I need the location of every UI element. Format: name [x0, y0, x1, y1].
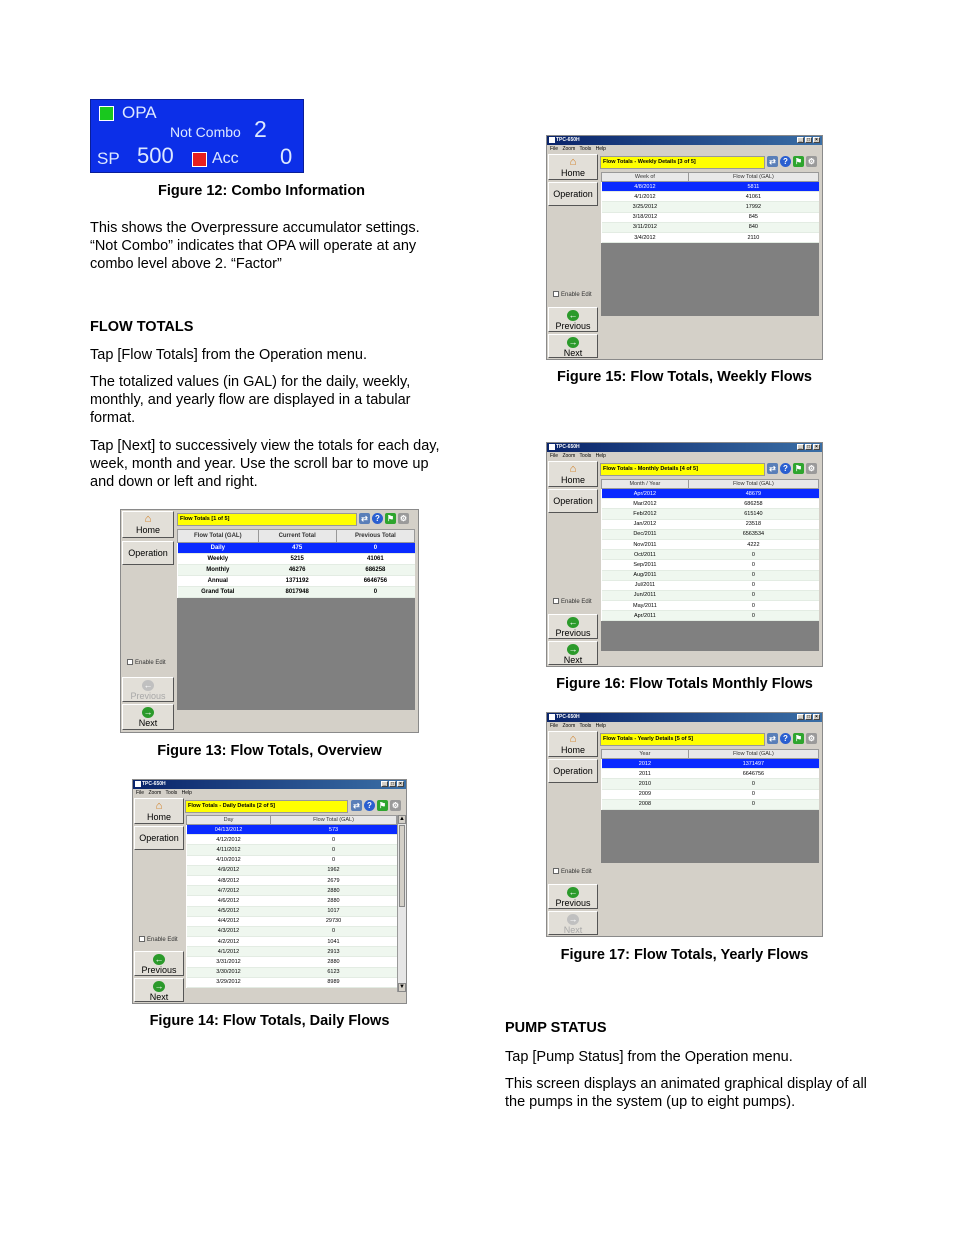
network-icon[interactable]: ⇄ [767, 733, 778, 744]
settings-icon[interactable]: ⚙ [399, 514, 408, 523]
flow-totals-next-text: Tap [Next] to successively view the totals for each day, week, month and year. Use the scroll bar to move up and down or left and right. [90, 438, 440, 490]
screen-title: Flow Totals - Weekly Details [3 of 5] [600, 156, 765, 169]
menu-help[interactable]: Help [595, 453, 606, 459]
col-header: Year [602, 750, 689, 759]
help-icon[interactable]: ? [364, 800, 375, 811]
close-button[interactable]: × [397, 781, 404, 787]
combo-description: This shows the Overpressure accumulator settings. “Not Combo” indicates that OPA will operate at any combo level above 2. “Factor” [90, 220, 420, 272]
figure-16-caption: Figure 16: Flow Totals Monthly Flows [556, 676, 813, 692]
home-icon: ⌂ [155, 800, 163, 812]
flow-totals-daily-screen [132, 779, 407, 1004]
scroll-down-arrow[interactable]: ▼ [399, 984, 405, 990]
menu-tools[interactable]: Tools [579, 723, 592, 729]
figure-15-caption: Figure 15: Flow Totals, Weekly Flows [557, 369, 812, 385]
screen-title: Flow Totals [1 of 5] [177, 513, 357, 526]
table-row[interactable]: 2008 0 [602, 799, 819, 809]
table-row[interactable]: 3/25/2012 17992 [602, 202, 819, 212]
table-row[interactable]: 3/18/2012 845 [602, 212, 819, 222]
table-row[interactable]: Daily 475 0 [178, 543, 415, 554]
table-row[interactable]: Dec/2011 6563534 [602, 529, 819, 539]
settings-icon[interactable]: ⚙ [807, 157, 816, 166]
table-row[interactable]: 3/4/2012 2110 [602, 232, 819, 242]
arrow-left-icon: ← [568, 310, 578, 320]
help-icon[interactable]: ? [372, 513, 383, 524]
previous-button[interactable]: ← Previous [122, 677, 174, 702]
previous-button[interactable]: ← Previous [548, 614, 598, 639]
table-row[interactable]: 4/1/2012 41061 [602, 192, 819, 202]
flag-icon[interactable]: ⚑ [386, 514, 395, 523]
home-icon: ⌂ [569, 463, 577, 475]
table-row[interactable]: Mar/2012 686258 [602, 499, 819, 509]
home-button[interactable]: ⌂ Home [134, 798, 184, 824]
menu-bar [547, 722, 822, 730]
yearly-table [601, 749, 819, 810]
menu-file[interactable]: File [136, 790, 145, 796]
menu-file[interactable]: File [550, 146, 559, 152]
home-button[interactable]: ⌂ Home [548, 461, 598, 487]
table-row[interactable]: Weekly 5215 41061 [178, 554, 415, 565]
daily-table [186, 815, 397, 988]
table-row[interactable]: 04/13/2012 573 [187, 825, 397, 835]
table-row[interactable]: 4/5/2012 1017 [187, 906, 397, 916]
table-row[interactable]: 4/4/2012 29730 [187, 916, 397, 926]
help-icon[interactable]: ? [780, 463, 791, 474]
arrow-left-icon: ← [154, 954, 164, 964]
table-row[interactable]: 4/2/2012 1041 [187, 937, 397, 947]
operation-button[interactable]: Operation [134, 826, 184, 850]
combo-value: 2 [254, 116, 267, 142]
menu-help[interactable]: Help [181, 790, 192, 796]
maximize-button[interactable]: □ [390, 781, 395, 787]
flow-totals-yearly-screen [546, 712, 823, 937]
next-button[interactable]: → Next [548, 641, 598, 665]
close-button[interactable]: × [813, 714, 820, 720]
previous-button[interactable]: ← Previous [548, 884, 598, 909]
flow-totals-overview-screen [120, 509, 419, 733]
menu-bar [133, 789, 406, 797]
table-row[interactable]: 4/12/2012 0 [187, 835, 397, 845]
table-row[interactable]: 4/10/2012 0 [187, 855, 397, 865]
title-icons [359, 513, 409, 524]
close-button[interactable]: × [813, 137, 820, 143]
col-header: Current Total [258, 530, 336, 543]
maximize-button[interactable]: □ [806, 714, 811, 720]
menu-help[interactable]: Help [595, 146, 606, 152]
table-row[interactable]: 4/11/2012 0 [187, 845, 397, 855]
arrow-right-icon: → [568, 914, 578, 924]
scroll-up-arrow[interactable]: ▲ [399, 816, 405, 822]
combo-information-panel [90, 99, 304, 173]
table-row[interactable]: 4/8/2012 2679 [187, 875, 397, 885]
enable-edit-checkbox[interactable]: Enable Edit [139, 936, 178, 943]
figure-13-caption: Figure 13: Flow Totals, Overview [157, 743, 382, 759]
minimize-button[interactable]: _ [381, 781, 388, 787]
table-row[interactable]: May/2011 0 [602, 601, 819, 611]
figure-14-caption: Figure 14: Flow Totals, Daily Flows [149, 1013, 390, 1029]
table-row[interactable]: Oct/2011 0 [602, 550, 819, 560]
menu-file[interactable]: File [550, 453, 559, 459]
settings-icon[interactable]: ⚙ [391, 801, 400, 810]
menu-tools[interactable]: Tools [579, 146, 592, 152]
flow-totals-heading: FLOW TOTALS [90, 319, 194, 335]
table-row[interactable]: 3/11/2012 840 [602, 222, 819, 232]
table-row[interactable]: 4/3/2012 0 [187, 926, 397, 936]
menu-zoom[interactable]: Zoom [148, 790, 162, 796]
arrow-right-icon: → [154, 981, 164, 991]
flow-totals-description: The totalized values (in GAL) for the daily, weekly, monthly, and yearly flow are displayed in a tabular format. [90, 374, 411, 426]
title-icons [767, 463, 817, 474]
menu-zoom[interactable]: Zoom [562, 453, 576, 459]
table-row[interactable]: Feb/2012 615140 [602, 509, 819, 519]
arrow-right-icon: → [143, 707, 153, 717]
settings-icon[interactable]: ⚙ [807, 464, 816, 473]
table-row[interactable]: 4/6/2012 2880 [187, 896, 397, 906]
opa-status-indicator [99, 106, 114, 121]
minimize-button[interactable]: _ [797, 444, 804, 450]
table-row[interactable]: 2010 0 [602, 779, 819, 789]
col-header: Flow Total (GAL) [688, 173, 818, 182]
network-icon[interactable]: ⇄ [359, 513, 370, 524]
operation-button[interactable]: Operation [548, 489, 598, 513]
table-row[interactable]: 2011 6646756 [602, 769, 819, 779]
help-icon[interactable]: ? [780, 156, 791, 167]
arrow-right-icon: → [568, 644, 578, 654]
enable-edit-checkbox[interactable]: Enable Edit [553, 598, 592, 605]
menu-tools[interactable]: Tools [165, 790, 178, 796]
flag-icon[interactable]: ⚑ [378, 801, 387, 810]
pump-status-description: This screen displays an animated graphical display of all the pumps in the system (up to eight pumps). [505, 1076, 867, 1110]
col-header: Flow Total (GAL) [688, 480, 818, 489]
title-icons [351, 800, 401, 811]
title-bar: TPC-650H _ □ × [547, 443, 822, 452]
screen-title: Flow Totals - Yearly Details [5 of 5] [600, 733, 765, 746]
col-header: Flow Total (GAL) [688, 750, 818, 759]
title-bar: TPC-650H _ □ × [547, 136, 822, 145]
col-header: Flow Total (GAL) [271, 816, 397, 825]
sp-label: SP [97, 149, 120, 168]
next-button[interactable]: → Next [548, 911, 598, 935]
table-row[interactable]: Nov/2011 4222 [602, 539, 819, 549]
next-button[interactable]: → Next [122, 704, 174, 730]
acc-status-indicator [192, 152, 207, 167]
operation-button[interactable]: Operation [122, 541, 174, 565]
sp-value: 500 [137, 143, 174, 168]
figure-12-caption: Figure 12: Combo Information [158, 183, 366, 199]
title-bar: TPC-650H _ □ × [547, 713, 822, 722]
table-row[interactable]: Jan/2012 23518 [602, 519, 819, 529]
weekly-table [601, 172, 819, 243]
table-row[interactable]: 3/31/2012 2880 [187, 957, 397, 967]
maximize-button[interactable]: □ [806, 137, 811, 143]
menu-help[interactable]: Help [595, 723, 606, 729]
arrow-right-icon: → [568, 337, 578, 347]
table-row[interactable]: Aug/2011 0 [602, 570, 819, 580]
opa-label: OPA [122, 103, 157, 122]
screen-title: Flow Totals - Daily Details [2 of 5] [185, 800, 348, 813]
screen-title: Flow Totals - Monthly Details [4 of 5] [600, 463, 765, 476]
network-icon[interactable]: ⇄ [767, 156, 778, 167]
menu-tools[interactable]: Tools [579, 453, 592, 459]
table-row[interactable]: Apr/2011 0 [602, 611, 819, 621]
title-icons [767, 733, 817, 744]
operation-button[interactable]: Operation [548, 182, 598, 206]
table-row[interactable]: 4/7/2012 2880 [187, 886, 397, 896]
window [132, 779, 407, 1004]
window [546, 135, 823, 360]
window [546, 442, 823, 667]
home-icon: ⌂ [144, 513, 152, 525]
acc-value: 0 [280, 144, 293, 169]
arrow-left-icon: ← [568, 617, 578, 627]
col-header: Flow Total (GAL) [178, 530, 259, 543]
table-row[interactable]: Grand Total 8017948 0 [178, 587, 415, 598]
minimize-button[interactable]: _ [797, 137, 804, 143]
figure-17-caption: Figure 17: Flow Totals, Yearly Flows [560, 947, 809, 963]
pump-status-heading: PUMP STATUS [505, 1020, 607, 1036]
network-icon[interactable]: ⇄ [351, 800, 362, 811]
menu-file[interactable]: File [550, 723, 559, 729]
flow-totals-weekly-screen [546, 135, 823, 360]
maximize-button[interactable]: □ [806, 444, 811, 450]
monthly-table [601, 479, 819, 621]
table-row[interactable]: 3/30/2012 6123 [187, 967, 397, 977]
flag-icon[interactable]: ⚑ [794, 734, 803, 743]
help-icon[interactable]: ? [780, 733, 791, 744]
vertical-scrollbar[interactable] [397, 815, 406, 992]
flow-totals-monthly-screen [546, 442, 823, 667]
settings-icon[interactable]: ⚙ [807, 734, 816, 743]
arrow-left-icon: ← [143, 680, 153, 690]
col-header: Week of [602, 173, 689, 182]
col-header: Month / Year [602, 480, 689, 489]
flag-icon[interactable]: ⚑ [794, 157, 803, 166]
col-header: Previous Total [336, 530, 414, 543]
home-icon: ⌂ [569, 733, 577, 745]
previous-button[interactable]: ← Previous [548, 307, 598, 332]
table-row[interactable]: 4/1/2012 2913 [187, 947, 397, 957]
previous-button[interactable]: ← Previous [134, 951, 184, 976]
menu-zoom[interactable]: Zoom [562, 146, 576, 152]
enable-edit-checkbox[interactable]: Enable Edit [127, 659, 166, 666]
arrow-left-icon: ← [568, 887, 578, 897]
table-row[interactable]: Jun/2011 0 [602, 590, 819, 600]
home-icon: ⌂ [569, 156, 577, 168]
table-row[interactable]: Apr/2012 48679 [602, 489, 819, 499]
close-button[interactable]: × [813, 444, 820, 450]
home-button[interactable]: ⌂ Home [122, 511, 174, 538]
home-button[interactable]: ⌂ Home [548, 154, 598, 180]
table-row[interactable]: Sep/2011 0 [602, 560, 819, 570]
acc-label: Acc [212, 150, 239, 167]
table-row[interactable]: Monthly 46276 686258 [178, 565, 415, 576]
table-row[interactable]: 3/29/2012 8989 [187, 977, 397, 987]
menu-zoom[interactable]: Zoom [562, 723, 576, 729]
title-bar: TPC-650H _ □ × [133, 780, 406, 789]
table-row[interactable]: Jul/2011 0 [602, 580, 819, 590]
next-button[interactable]: → Next [134, 978, 184, 1002]
flag-icon[interactable]: ⚑ [794, 464, 803, 473]
network-icon[interactable]: ⇄ [767, 463, 778, 474]
scroll-thumb[interactable] [399, 825, 405, 907]
not-combo-label: Not Combo [170, 124, 241, 140]
window [546, 712, 823, 937]
operation-button[interactable]: Operation [548, 759, 598, 783]
home-button[interactable]: ⌂ Home [548, 731, 598, 757]
menu-bar [547, 145, 822, 153]
window [120, 509, 419, 733]
minimize-button[interactable]: _ [797, 714, 804, 720]
table-row[interactable]: 2012 1371497 [602, 759, 819, 769]
flow-totals-tap-text: Tap [Flow Totals] from the Operation menu. [90, 347, 367, 363]
table-row[interactable]: 2009 0 [602, 789, 819, 799]
enable-edit-checkbox[interactable]: Enable Edit [553, 868, 592, 875]
menu-bar [547, 452, 822, 460]
overview-table [177, 529, 415, 598]
table-row[interactable]: Annual 1371192 6646756 [178, 576, 415, 587]
title-icons [767, 156, 817, 167]
table-row[interactable]: 4/9/2012 1962 [187, 865, 397, 875]
table-row[interactable]: 4/8/2012 5811 [602, 182, 819, 192]
col-header: Day [187, 816, 271, 825]
enable-edit-checkbox[interactable]: Enable Edit [553, 291, 592, 298]
next-button[interactable]: → Next [548, 334, 598, 358]
pump-status-tap-text: Tap [Pump Status] from the Operation menu. [505, 1049, 793, 1065]
